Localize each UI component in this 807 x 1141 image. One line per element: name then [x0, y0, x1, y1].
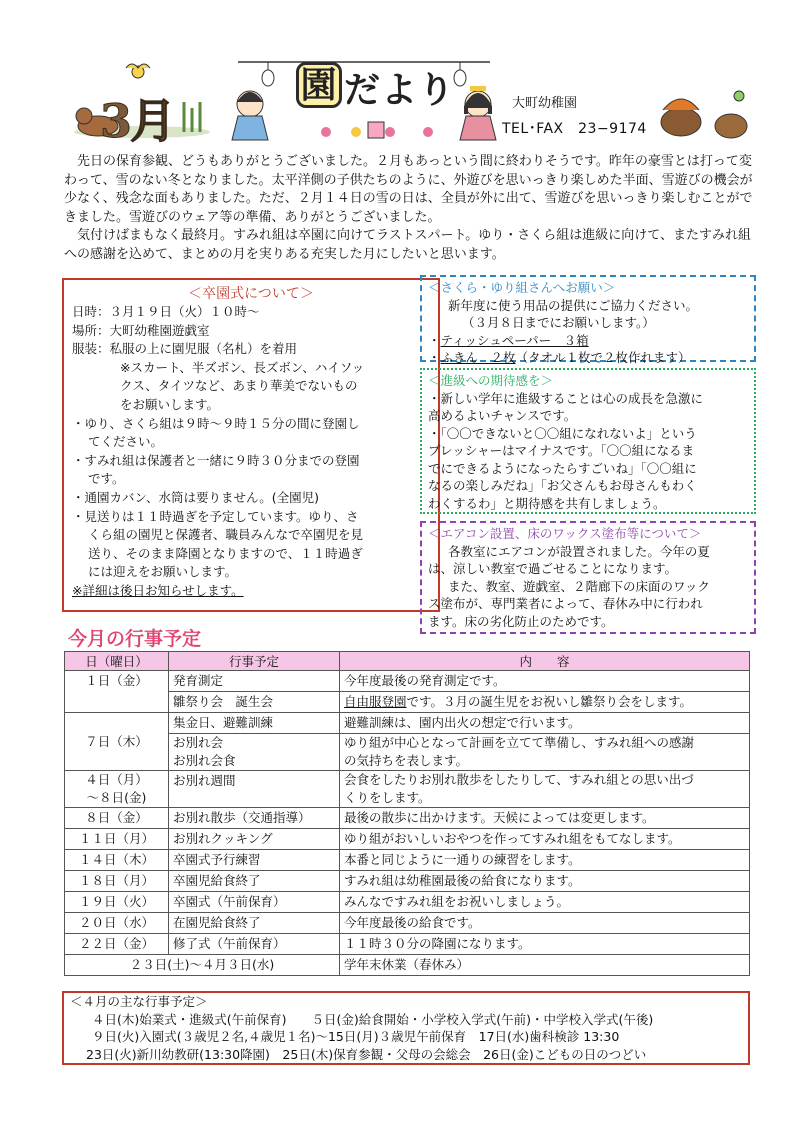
day-cell: ７日（木） [65, 713, 169, 771]
table-row [65, 913, 750, 934]
graduation-line: くら組の園児と保護者、職員みんなで卒園児を見 [88, 527, 364, 543]
graduation-line: ・ゆり、さくら組は９時〜９時１５分の間に登園し [72, 415, 360, 431]
event-line: お別れ会 [173, 735, 224, 750]
schedule-table [64, 651, 750, 976]
title-rest: だより [344, 69, 456, 111]
day-cell: １日（金） [65, 671, 169, 713]
promotion-line: ・「〇〇できないと〇〇組になれないよ」という [428, 425, 697, 441]
content-line: の気持ちを表します。 [344, 753, 469, 768]
aircon-line: また、教室、遊戯室、２階廊下の床面のワック [448, 578, 710, 594]
content-cell: すみれ組は幼稚園最後の給食になります。 [340, 871, 750, 892]
graduation-line: です。 [88, 471, 125, 487]
table-row [65, 871, 750, 892]
table-row [65, 829, 750, 850]
table-row [65, 934, 750, 955]
graduation-line: 服装：私服の上に園児服（名札）を着用 [72, 341, 298, 357]
event-cell: 雛祭り会 誕生会 [169, 692, 340, 713]
event-cell: 発育測定 [169, 671, 340, 692]
intro-text [64, 153, 754, 264]
newsletter-title [296, 62, 472, 112]
event-line: お別れ会食 [173, 753, 236, 768]
promotion-line: ・新しい学年に進級することは心の成長を急激に [428, 390, 704, 406]
event-cell: 集金日、避難訓練 [169, 713, 340, 734]
graduation-line: 送り、そのまま降園となりますので、１１時過ぎ [88, 545, 363, 561]
bird-icon [126, 64, 150, 78]
day-cell: １１日（月） [65, 829, 169, 850]
promotion-line: なるの楽しみだね」「お父さんもお母さんもわく [428, 478, 697, 493]
graduation-line: ・すみれ組は保護者と一緒に９時３０分までの登園 [72, 452, 360, 468]
day-line: ４日（月） [85, 772, 148, 787]
aircon-line: 各教室にエアコンが設置されました。今年の夏 [448, 543, 710, 559]
mole-icon [661, 91, 747, 138]
intro-paragraph-2: 気付けばまもなく最終月。すみれ組は卒園に向けてラストスパート。ゆり・さくら組は進級に向けて、またすみれ組への感謝を込めて、まとめの月を実りある充実した月にしたいと思います。 [64, 228, 752, 262]
aircon-heading: ＜エアコン設置、床のワックス塗布等について＞ [428, 526, 702, 541]
promotion-line: わくするわ」と期待感を共有しましょう。 [428, 495, 666, 511]
table-header-row [65, 652, 750, 671]
intro-paragraph-1: 先日の保育参観、どうもありがとうございました。２月もあっという間に終わりそうです。昨年の豪雪とは打って変わって、雪のない冬となりました。太平洋側の子供たちのように、外遊びを思いっきり楽しめた半面、雪遊びの機会が少なく、残念な面もありました。ただ、２月１４日の雪の日は、全員が外に出て、雪遊びを思いっきり楽しむことができました。雪遊びのウェア等の準備、ありがとうございました。 [64, 154, 753, 225]
event-cell: 卒園式（午前保育） [169, 892, 340, 913]
april-line: ４日(木)始業式・進級式(午前保育) ５日(金)給食開始・小学校入学式(午前)・中学校入学式(午後) [92, 1011, 654, 1027]
event-cell: お別れクッキング [169, 829, 340, 850]
day-cell: ２３日(土)〜４月３日(水) [65, 955, 340, 976]
content-cell: みんなですみれ組をお祝いしましょう。 [340, 892, 750, 913]
event-cell: 在園児給食終了 [169, 913, 340, 934]
event-cell: お別れ週間 [169, 771, 340, 808]
month-title: 3月 [100, 94, 175, 148]
request-item-text: ふきん ２枚 [440, 350, 516, 365]
april-box [62, 991, 750, 1065]
column-header: 行事予定 [169, 652, 340, 671]
graduation-line: をお願いします。 [120, 396, 220, 412]
event-cell: お別れ散歩（交通指導） [169, 808, 340, 829]
request-item-note: （タオル１枚で２枚作れます） [515, 350, 691, 365]
promotion-line: 高めるよいチャンスです。 [428, 408, 577, 423]
day-cell: １４日（木） [65, 850, 169, 871]
school-name: 大町幼稚園 [512, 96, 578, 111]
day-cell [65, 771, 169, 808]
aircon-box [420, 521, 756, 634]
graduation-line: ※スカート、半ズボン、長ズボン、ハイソッ [120, 359, 365, 375]
april-heading: ＜４月の主な行事予定＞ [70, 994, 208, 1009]
content-cell: 今年度最後の発育測定です。 [340, 671, 750, 692]
request-item: ・ティッシュペーパー ３箱 [428, 332, 589, 348]
aircon-line: ます。床の劣化防止のためです。 [428, 613, 614, 629]
boy-doll-icon [232, 91, 268, 140]
table-row [65, 808, 750, 829]
schedule-title: 今月の行事予定 [68, 628, 202, 650]
request-item: ・ふきん ２枚（タオル１枚で２枚作れます） [428, 350, 691, 365]
request-line: （３月８日までにお願いします。） [462, 315, 655, 330]
table-row [65, 771, 750, 808]
event-cell: 卒園児給食終了 [169, 871, 340, 892]
content-cell: １１時３０分の降園になります。 [340, 934, 750, 955]
table-row [65, 850, 750, 871]
graduation-line: クス、タイツなど、あまり華美でないもの [120, 378, 358, 394]
request-item-text: ティッシュペーパー ３箱 [440, 332, 589, 348]
content-text: です。３月の誕生児をお祝いし雛祭り会をします。 [406, 694, 693, 709]
graduation-line: には迎えをお願いします。 [88, 564, 238, 580]
day-line: 〜８日(金) [86, 790, 147, 805]
day-cell: ２２日（金） [65, 934, 169, 955]
content-cell: 避難訓練は、園内出火の想定で行います。 [340, 713, 750, 734]
april-line: 23日(火)新川幼教研(13:30降園) 25日(木)保育参観・父母の会総会 26日(金)こどもの日のつどい [86, 1046, 647, 1062]
graduation-line: 場所：大町幼稚園遊戯室 [72, 322, 210, 338]
flower-icon [321, 122, 433, 138]
graduation-line: てください。 [88, 434, 164, 450]
day-cell: １８日（月） [65, 871, 169, 892]
content-cell: 学年末休業（春休み） [340, 955, 750, 976]
content-cell [340, 734, 750, 771]
graduation-heading: ＜卒園式について＞ [188, 286, 314, 302]
request-heading: ＜さくら・ゆり組さんへお願い＞ [428, 280, 616, 295]
graduation-line: 日時：３月１９日（火）１０時〜 [72, 304, 260, 319]
promotion-line: プレッシャーはマイナスです。「〇〇組になるま [428, 443, 695, 458]
content-cell: ゆり組がおいしいおやつを作ってすみれ組をもてなします。 [340, 829, 750, 850]
aircon-line: は、涼しい教室で過ごせることになります。 [428, 561, 678, 576]
content-line: ゆり組が中心となって計画を立てて準備し、すみれ組への感謝 [344, 735, 695, 750]
content-line: くりをします。 [344, 790, 431, 805]
april-line: ９日(火)入園式(３歳児２名,４歳児１名)〜15日(月)３歳児午前保育 17日(水)歯科検診 13:30 [92, 1029, 620, 1044]
column-header: 日（曜日） [65, 652, 169, 671]
event-cell [169, 734, 340, 771]
event-cell: 卒園式予行練習 [169, 850, 340, 871]
graduation-line: ※詳細は後日お知らせします。 [72, 582, 244, 598]
day-cell: ２０日（水） [65, 913, 169, 934]
day-cell: ８日（金） [65, 808, 169, 829]
content-line: 会食をしたりお別れ散歩をしたりして、すみれ組との思い出づ [344, 772, 694, 787]
aircon-line: ス塗布が、専門業者によって、春休み中に行われ [428, 596, 703, 611]
decoration-right-illustration [655, 82, 755, 142]
content-underlined: 自由服登園 [344, 694, 407, 709]
day-cell: １９日（火） [65, 892, 169, 913]
table-row [65, 955, 750, 976]
event-cell: 修了式（午前保育） [169, 934, 340, 955]
tel-fax: TEL･FAX 23−9174 [502, 121, 647, 137]
content-cell [340, 771, 750, 808]
column-header: 内 容 [340, 652, 750, 671]
title-kanji: 園 [296, 62, 342, 108]
graduation-box [62, 278, 440, 612]
request-line: 新年度に使う用品の提供にご協力ください。 [448, 297, 699, 313]
graduation-line: ・見送りは１１時過ぎを予定しています。ゆり、さ [72, 508, 359, 524]
promotion-box [420, 368, 756, 514]
content-cell: 最後の散歩に出かけます。天候によっては変更します。 [340, 808, 750, 829]
request-box [420, 275, 756, 365]
table-row [65, 671, 750, 692]
table-row [65, 892, 750, 913]
content-cell [340, 692, 750, 713]
table-row [65, 713, 750, 734]
promotion-line: でにできるようになったらすごいね」「〇〇組に [428, 460, 697, 476]
content-cell: 本番と同じように一通りの練習をします。 [340, 850, 750, 871]
graduation-line: ・通園カバン、水筒は要りません。(全園児) [72, 489, 320, 505]
promotion-heading: ＜進級への期待感を＞ [428, 373, 554, 388]
content-cell: 今年度最後の給食です。 [340, 913, 750, 934]
